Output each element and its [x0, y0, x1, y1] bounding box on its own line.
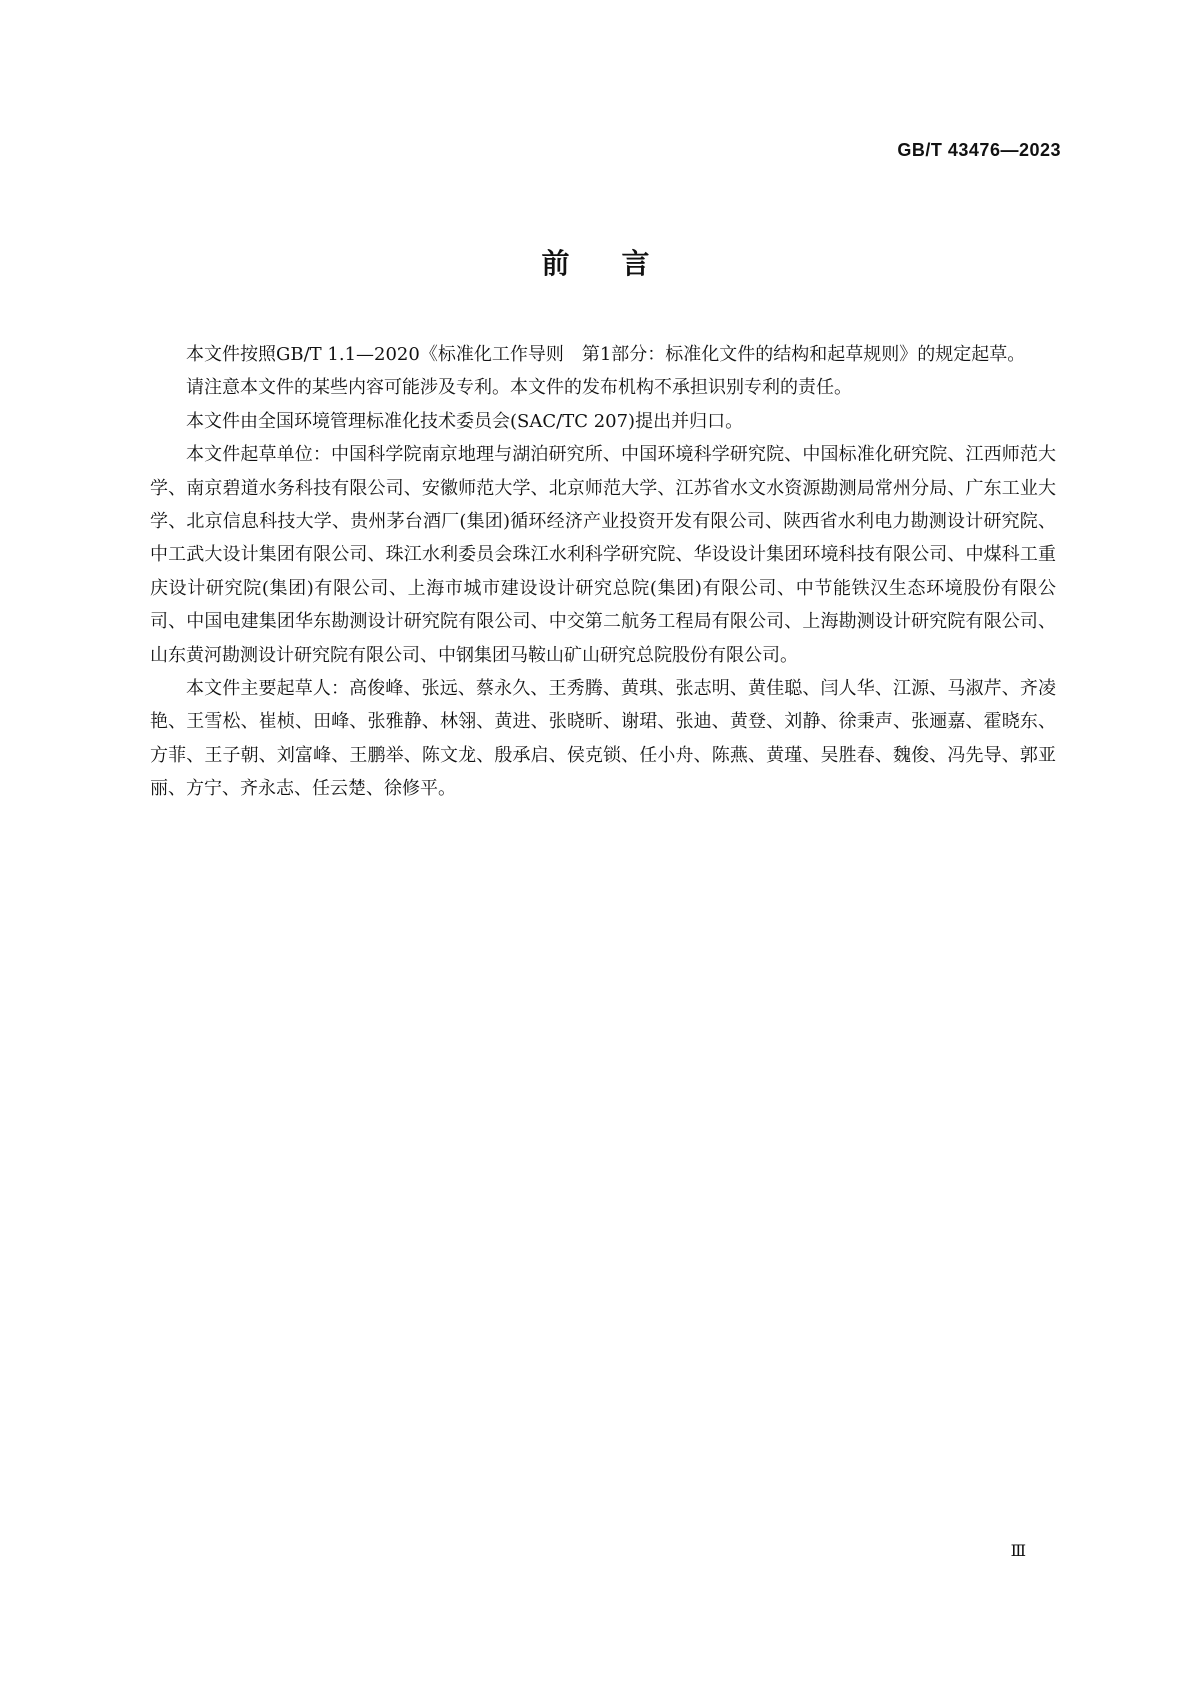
- paragraph-drafting-units: 本文件起草单位：中国科学院南京地理与湖泊研究所、中国环境科学研究院、中国标准化研究院、江西师范大学、南京碧道水务科技有限公司、安徽师范大学、北京师范大学、江苏省水文水资源勘测局常州分局、广东工业大学、北京信息科技大学、贵州茅台酒厂(集团)循环经济产业投资开发有限公司、陕西省水利电力勘测设计研究院、中工武大设计集团有限公司、珠江水利委员会珠江水利科学研究院、华设设计集团环境科技有限公司、中煤科工重庆设计研究院(集团)有限公司、上海市城市建设设计研究总院(集团)有限公司、中节能铁汉生态环境股份有限公司、中国电建集团华东勘测设计研究院有限公司、中交第二航务工程局有限公司、上海勘测设计研究院有限公司、山东黄河勘测设计研究院有限公司、中钢集团马鞍山矿山研究总院股份有限公司。: [150, 444, 1056, 666]
- paragraph-proposer: 本文件由全国环境管理标准化技术委员会(SAC/TC 207)提出并归口。: [186, 410, 744, 432]
- document-id: GB/T 43476—2023: [897, 140, 1061, 160]
- paragraph-drafting-rules: 本文件按照GB/T 1.1—2020《标准化工作导则 第1部分：标准化文件的结构和起草规则》的规定起草。: [186, 344, 1026, 365]
- page-title: 前言: [541, 247, 702, 280]
- foreword-body: [150, 338, 1056, 806]
- paragraph-patent-notice: 请注意本文件的某些内容可能涉及专利。本文件的发布机构不承担识别专利的责任。: [186, 377, 852, 399]
- paragraph-drafters: 本文件主要起草人：高俊峰、张远、蔡永久、王秀腾、黄琪、张志明、黄佳聪、闫人华、江源、马淑芹、齐凌艳、王雪松、崔桢、田峰、张雅静、林翎、黄进、张晓昕、谢珺、张迪、黄登、刘静、徐秉声、张逦嘉、霍晓东、方菲、王子朝、刘富峰、王鹏举、陈文龙、殷承启、侯克锁、任小舟、陈燕、黄瑾、吴胜春、魏俊、冯先导、郭亚丽、方宁、齐永志、任云楚、徐修平。: [150, 678, 1056, 800]
- page-number: Ⅲ: [1010, 1541, 1026, 1560]
